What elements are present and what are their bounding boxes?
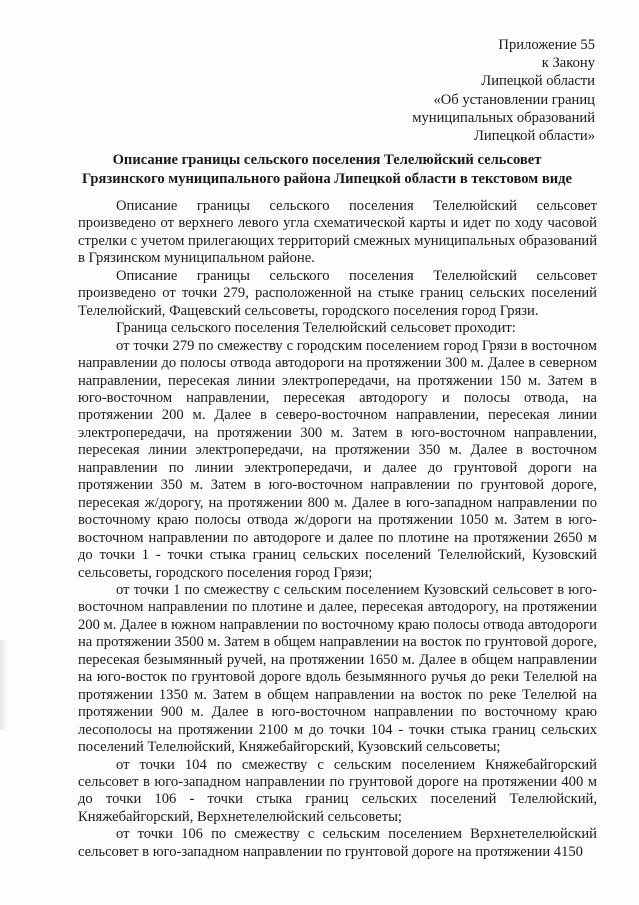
appendix-line: «Об установлении границ — [433, 91, 595, 108]
appendix-header — [335, 36, 595, 145]
appendix-line: к Закону — [541, 55, 595, 72]
paragraph-start-point: Описание границы сельского поселения Телелюйский сельсовет произведено от точки 279, расположенной на стыке границ сельских поселений Телелюйский, Фащевский сельсоветы, городского поселения город Грязи. — [78, 267, 597, 319]
paragraph-segment-106: от точки 106 по смежеству с сельским поселением Верхнетелелюйский сельсовет в юго-западном направлении по грунтовой дороге на протяжении 4150 — [78, 826, 597, 860]
paragraph-boundary-heading: Граница сельского поселения Телелюйский сельсовет проходит: — [116, 320, 516, 337]
paragraph-intro: Описание границы сельского поселения Телелюйский сельсовет произведено от верхнего левого угла схематической карты и идет по ходу часовой стрелки с учетом прилегающих территорий смежных муниципальных образований в Грязинском муниципальном районе. — [78, 198, 597, 267]
title-line-2: Грязинского муниципального района Липецкой области в текстовом виде — [82, 171, 572, 187]
appendix-line: муниципальных образований — [412, 109, 595, 126]
paragraph-segment-1: от точки 1 по смежеству с сельским поселением Кузовский сельсовет в юго-восточном направлении по плотине и далее, пересекая автодорогу, на протяжении 200 м. Далее в южном направлении по восточному краю полосы отвода автодороги на протяжении 3500 м. Затем в общем направлении на восток по грунтовой дороге, пересекая безымянный ручей, на протяжении 1650 м. Далее в общем направлении на юго-восток по грунтовой дороге вдоль безымянного ручья до реки Телелюй на протяжении 1350 м. Затем в общем направлении на восток по реке Телелюй на протяжении 900 м. Далее в юго-восточном направлении по восточному краю лесополосы на протяжении 2100 м до точки 104 - точки стыка границ сельских поселений Телелюйский, Княжебайгорский, Кузовский сельсоветы; — [78, 581, 597, 756]
appendix-line: Приложение 55 — [498, 37, 595, 53]
appendix-line: Липецкой области — [481, 73, 595, 90]
scan-edge-mark — [0, 640, 7, 730]
paragraph-segment-104: от точки 104 по смежеству с сельским поселением Княжебайгорский сельсовет в юго-западном направлении по грунтовой дороге на протяжении 400 м до точки 106 - точки стыка границ сельских поселений Телелюйский, Княжебайгорский, Верхнетелелюйский сельсоветы; — [78, 756, 597, 825]
appendix-line: Липецкой области» — [474, 128, 595, 145]
paragraph-segment-279: от точки 279 по смежеству с городским поселением город Грязи в восточном направлении до полосы отвода автодороги на протяжении 300 м. Далее в северном направлении, пересекая линии электропередачи, на протяжении 150 м. Затем в юго-восточном направлении, пересекая автодорогу и полосы отвода, на протяжении 200 м. Далее в северо-восточном направлении, пересекая линии электропередачи, на протяжении 300 м. Затем в юго-восточном направлении, пересекая линии электропередачи, на протяжении 350 м. Далее в восточном направлении по линии электропередачи, и далее до грунтовой дороги на протяжении 350 м. Затем в юго-восточном направлении по грунтовой дороге, пересекая ж/дорогу, на протяжении 800 м. Далее в юго-западном направлении по восточному краю полосы отвода ж/дороги на протяжении 1050 м. Затем в юго-восточном направлении по автодороге и далее по плотине на протяжении 2650 м до точки 1 - точки стыка границ сельских поселений Телелюйский, Кузовский сельсоветы, городского поселения город Грязи; — [78, 337, 597, 581]
title-line-1: Описание границы сельского поселения Телелюйский сельсовет — [112, 152, 542, 168]
document-body — [78, 198, 597, 861]
document-title — [60, 151, 594, 189]
